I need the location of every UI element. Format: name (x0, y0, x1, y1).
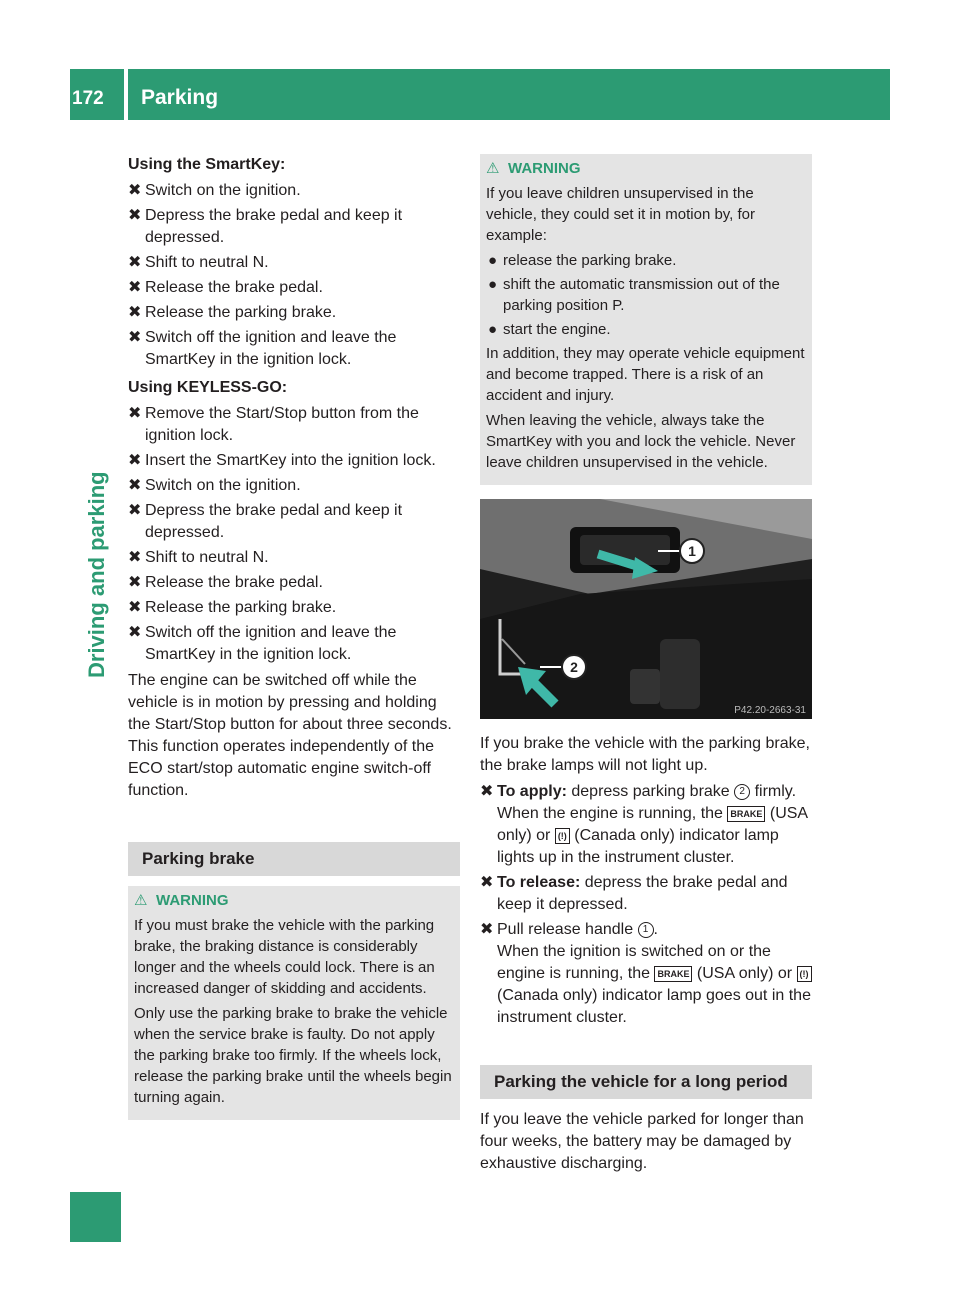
keyless-step (128, 547, 460, 569)
callout-1: 1 (688, 543, 696, 559)
step-text: When the engine is running, the (497, 805, 723, 822)
release-label: To release: (497, 874, 581, 891)
callout-ref-1: 1 (638, 922, 654, 938)
step-text: Remove the Start/Stop button from the ignition lock. (145, 405, 419, 444)
step-text: Shift to neutral N. (145, 254, 269, 271)
page-number: 172 (72, 88, 104, 109)
warning-text: When leaving the vehicle, always take the SmartKey with you and lock the vehicle. Never leave children unsupervised in the vehicle. (486, 412, 796, 471)
arrow-icon: ✖ (480, 874, 494, 891)
photo-illustration (480, 499, 812, 719)
arrow-icon: ✖ (480, 921, 494, 938)
step-text: . (653, 921, 658, 938)
step-text: Release the brake pedal. (145, 279, 323, 296)
step-text: Switch off the ignition and leave the SmartKey in the ignition lock. (145, 329, 397, 368)
arrow-icon: ✖ (128, 182, 142, 199)
bullet-icon: ● (488, 252, 498, 269)
keyless-step (128, 403, 460, 447)
arrow-icon: ✖ (128, 405, 142, 422)
warning-heading (486, 158, 806, 179)
smartkey-step (128, 180, 460, 202)
brake-lamp-icon: BRAKE (727, 806, 765, 822)
keyless-step (128, 500, 460, 544)
smartkey-step (128, 205, 460, 249)
step-text: (USA only) or (497, 805, 808, 844)
bullet-text: shift the automatic transmission out of the parking position P. (503, 276, 780, 314)
brake-lamp-icon: BRAKE (654, 966, 692, 982)
warning-triangle-icon: ⚠ (134, 892, 148, 909)
keyless-step (128, 622, 460, 666)
long-period-text: If you leave the vehicle parked for longer than four weeks, the battery may be damaged by exhaustive discharging. (480, 1111, 804, 1172)
parking-brake-photo (480, 499, 812, 719)
bullet-text: release the parking brake. (503, 252, 677, 269)
step-text: Release the parking brake. (145, 304, 337, 321)
bullet-item (486, 250, 806, 271)
pull-step (480, 919, 812, 1029)
callout-ref-2: 2 (734, 784, 750, 800)
warning-text: If you must brake the vehicle with the parking brake, the braking distance is considerably longer and the wheels could lock. There is an increased danger of skidding and accidents. (134, 917, 435, 997)
brake-note: If you brake the vehicle with the parking brake, the brake lamps will not light up. (480, 735, 810, 774)
arrow-icon: ✖ (128, 549, 142, 566)
keyless-step (128, 572, 460, 594)
side-tab-label: Driving and parking (84, 471, 109, 678)
side-tab (70, 120, 121, 1302)
warning-text: Only use the parking brake to brake the vehicle when the service brake is faulty. Do not apply the parking brake too firmly. If the wheels lock, release the parking brake until the wheels begin turning again. (134, 1005, 452, 1106)
arrow-icon: ✖ (128, 502, 142, 519)
step-text: Insert the SmartKey into the ignition lock. (145, 452, 436, 469)
step-text: Switch on the ignition. (145, 477, 301, 494)
step-text: Shift to neutral N. (145, 549, 269, 566)
apply-label: To apply: (497, 783, 567, 800)
smartkey-step (128, 277, 460, 299)
smartkey-step (128, 252, 460, 274)
step-text: Release the parking brake. (145, 599, 337, 616)
warning-text: In addition, they may operate vehicle equipment and become trapped. There is a risk of an accident and injury. (486, 345, 805, 404)
photo-code: P42.20-2663-31 (734, 705, 806, 716)
release-step (480, 872, 812, 916)
canada-brake-lamp-icon: (!) (555, 828, 570, 844)
step-text: Switch off the ignition and leave the SmartKey in the ignition lock. (145, 624, 397, 663)
arrow-icon: ✖ (128, 304, 142, 321)
bullet-item (486, 274, 806, 316)
warning-triangle-icon: ⚠ (486, 160, 500, 177)
callout-2: 2 (570, 659, 578, 675)
bullet-item (486, 319, 806, 340)
section-title-parking-brake: Parking brake (128, 842, 460, 876)
side-tab-marker (70, 1192, 121, 1242)
step-text: firmly. (754, 783, 797, 800)
right-column (480, 154, 812, 1179)
step-text: Depress the brake pedal and keep it depressed. (145, 207, 403, 246)
arrow-icon: ✖ (128, 624, 142, 641)
step-text: Switch on the ignition. (145, 182, 301, 199)
smartkey-step (128, 302, 460, 324)
arrow-icon: ✖ (128, 279, 142, 296)
smartkey-step (128, 327, 460, 371)
step-text: When the ignition is switched on or the engine is running, the (497, 943, 771, 982)
step-text: Release the brake pedal. (145, 574, 323, 591)
warning-box (128, 886, 460, 1120)
page-title: Parking (141, 86, 219, 109)
section-title-long-period: Parking the vehicle for a long period (480, 1065, 812, 1099)
engine-note: The engine can be switched off while the vehicle is in motion by pressing and holding the Start/Stop button for about three seconds. This function operates independently of the ECO start/stop automatic engine switch-off function. (128, 672, 452, 799)
bullet-text: start the engine. (503, 321, 611, 338)
step-text: (USA only) or (696, 965, 793, 982)
keyless-step (128, 450, 460, 472)
warning-box-children (480, 154, 812, 485)
step-text: Pull release handle (497, 921, 634, 938)
apply-step (480, 781, 812, 869)
arrow-icon: ✖ (128, 452, 142, 469)
header-divider (124, 69, 128, 120)
arrow-icon: ✖ (128, 207, 142, 224)
keyless-step (128, 597, 460, 619)
left-column (128, 154, 460, 1120)
arrow-icon: ✖ (128, 574, 142, 591)
step-text: depress the brake pedal and keep it depressed. (497, 874, 788, 913)
step-text: (Canada only) indicator lamp lights up in the instrument cluster. (497, 827, 779, 866)
bullet-icon: ● (488, 276, 498, 293)
step-text: depress parking brake (571, 783, 730, 800)
step-text: (Canada only) indicator lamp goes out in the instrument cluster. (497, 987, 811, 1026)
arrow-icon: ✖ (128, 329, 142, 346)
smartkey-heading: Using the SmartKey: (128, 156, 286, 173)
keyless-heading: Using KEYLESS-GO: (128, 379, 288, 396)
canada-brake-lamp-icon: (!) (797, 966, 812, 982)
warning-label: WARNING (508, 160, 581, 177)
arrow-icon: ✖ (128, 477, 142, 494)
warning-label: WARNING (156, 892, 229, 909)
warning-text: If you leave children unsupervised in the vehicle, they could set it in motion by, for example: (486, 185, 756, 244)
arrow-icon: ✖ (128, 599, 142, 616)
bullet-icon: ● (488, 321, 498, 338)
arrow-icon: ✖ (480, 783, 494, 800)
warning-heading (134, 890, 454, 911)
arrow-icon: ✖ (128, 254, 142, 271)
step-text: Depress the brake pedal and keep it depressed. (145, 502, 403, 541)
side-tab-label-wrap (84, 458, 109, 678)
keyless-step (128, 475, 460, 497)
